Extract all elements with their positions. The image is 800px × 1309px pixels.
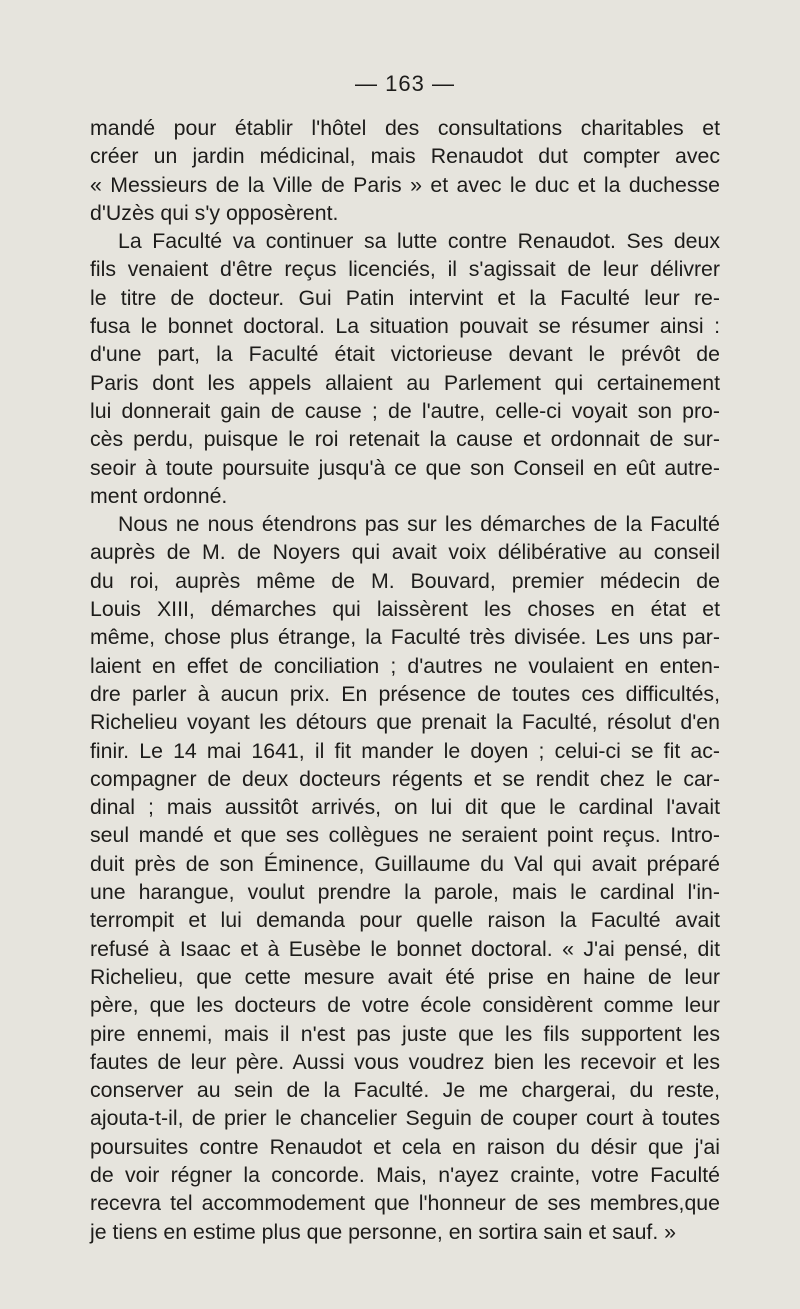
text-line: conserver au sein de la Faculté. Je me chargerai, du reste, [90, 1078, 720, 1103]
text-line: père, que les docteurs de votre école considèrent comme leur [90, 993, 720, 1018]
text-line: le titre de docteur. Gui Patin intervint et la Faculté leur re- [90, 285, 720, 310]
text-line: seul mandé et que ses collègues ne seraient point reçus. Intro- [90, 823, 720, 848]
text-line: fils venaient d'être reçus licenciés, il s'agissait de leur délivrer [90, 257, 720, 282]
text-line: Richelieu, que cette mesure avait été prise en haine de leur [90, 964, 720, 989]
text-line: pire ennemi, mais il n'est pas juste que les fils supportent les [90, 1021, 720, 1046]
text-line: La Faculté va continuer sa lutte contre Renaudot. Ses deux [118, 229, 720, 254]
text-line: laient en effet de conciliation ; d'autres ne voulaient en enten- [90, 653, 720, 678]
text-line: de voir régner la concorde. Mais, n'ayez crainte, votre Faculté [90, 1162, 720, 1187]
text-line: ajouta-t-il, de prier le chancelier Seguin de couper court à toutes [90, 1106, 720, 1131]
text-line: auprès de M. de Noyers qui avait voix délibérative au conseil [90, 540, 720, 565]
text-line: recevra tel accommodement que l'honneur de ses membres,que [90, 1191, 720, 1216]
page-number: — 163 — [355, 71, 455, 96]
text-line: cès perdu, puisque le roi retenait la cause et ordonnait de sur- [90, 427, 720, 452]
text-line: dinal ; mais aussitôt arrivés, on lui dit que le cardinal l'avait [90, 795, 720, 820]
text-line: une harangue, voulut prendre la parole, mais le cardinal l'in- [90, 880, 720, 905]
text-line: d'une part, la Faculté était victorieuse devant le prévôt de [90, 342, 720, 367]
text-line: dre parler à aucun prix. En présence de toutes ces difficultés, [90, 681, 720, 706]
text-line: terrompit et lui demanda pour quelle raison la Faculté avait [90, 908, 720, 933]
text-line: compagner de deux docteurs régents et se rendit chez le car- [90, 766, 720, 791]
paragraph [90, 114, 720, 227]
text-line: créer un jardin médicinal, mais Renaudot dut compter avec [90, 144, 720, 169]
text-line: finir. Le 14 mai 1641, il fit mander le doyen ; celui-ci se fit ac- [90, 738, 720, 763]
text-line: Nous ne nous étendrons pas sur les démarches de la Faculté [118, 512, 720, 537]
paragraph [90, 227, 720, 510]
text-line: fautes de leur père. Aussi vous voudrez bien les recevoir et les [90, 1049, 720, 1074]
text-line: « Messieurs de la Ville de Paris » et avec le duc et la duchesse [90, 172, 720, 197]
text-line: ment ordonné. [90, 483, 228, 508]
paragraph [90, 510, 720, 1246]
text-line: du roi, auprès même de M. Bouvard, premier médecin de [90, 568, 720, 593]
text-line: duit près de son Éminence, Guillaume du Val qui avait préparé [90, 851, 720, 876]
text-line: Louis XIII, démarches qui laissèrent les choses en état et [90, 597, 720, 622]
text-line: poursuites contre Renaudot et cela en raison du désir que j'ai [90, 1134, 720, 1159]
page-body [90, 114, 720, 1246]
text-line: seoir à toute poursuite jusqu'à ce que son Conseil en eût autre- [90, 455, 720, 480]
text-line: lui donnerait gain de cause ; de l'autre, celle-ci voyait son pro- [90, 398, 720, 423]
text-line: mandé pour établir l'hôtel des consultations charitables et [90, 116, 720, 140]
text-line: d'Uzès qui s'y opposèrent. [90, 200, 339, 225]
text-line: Richelieu voyant les détours que prenait la Faculté, résolut d'en [90, 710, 720, 735]
text-line: Paris dont les appels allaient au Parlement qui certainement [90, 370, 720, 395]
text-line: fusa le bonnet doctoral. La situation pouvait se résumer ainsi : [90, 314, 720, 339]
text-line: refusé à Isaac et à Eusèbe le bonnet doctoral. « J'ai pensé, dit [90, 936, 720, 961]
text-line: même, chose plus étrange, la Faculté très divisée. Les uns par- [90, 625, 720, 650]
text-line: je tiens en estime plus que personne, en sortira sain et sauf. » [90, 1219, 677, 1244]
